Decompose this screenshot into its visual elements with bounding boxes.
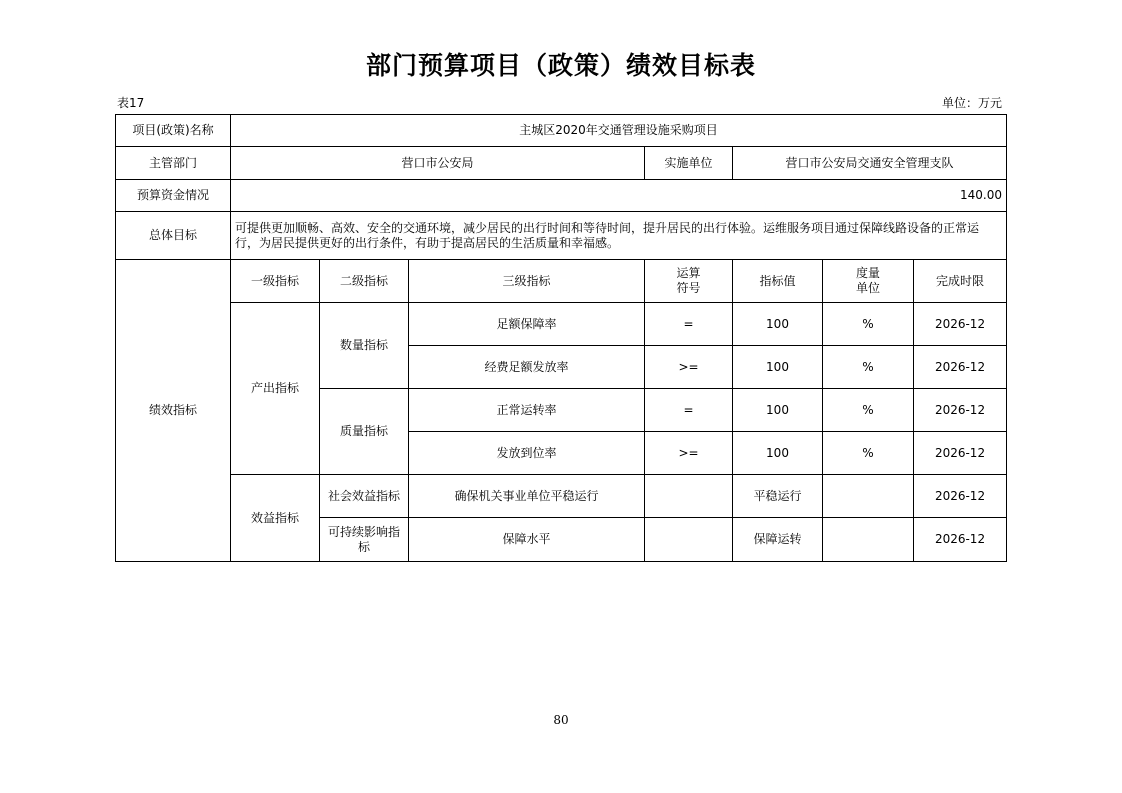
target-cell: 100 [733,346,823,389]
header-measure [823,260,914,303]
perf-label: 绩效指标 [116,260,231,562]
table-row [116,475,1007,518]
operator-cell: = [645,303,733,346]
header-operator-line1: 运算 [676,266,701,280]
deadline-cell: 2026-12 [914,389,1007,432]
operator-cell: = [645,389,733,432]
unit-cell [823,518,914,562]
level2-cell: 社会效益指标 [320,475,409,518]
quantity-indicator-label: 数量指标 [320,303,409,389]
target-cell: 保障运转 [733,518,823,562]
unit-label: 单位：万元 [941,96,1002,110]
dept-value: 营口市公安局 [231,147,645,180]
deadline-cell: 2026-12 [914,432,1007,475]
deadline-cell: 2026-12 [914,518,1007,562]
impl-unit-value: 营口市公安局交通安全管理支队 [733,147,1007,180]
level3-cell: 保障水平 [409,518,645,562]
budget-row [116,180,1007,212]
table-row [116,303,1007,346]
project-value: 主城区2020年交通管理设施采购项目 [231,115,1007,147]
goal-label: 总体目标 [116,212,231,260]
project-row [116,115,1007,147]
goal-row [116,212,1007,260]
unit-cell [823,475,914,518]
dept-label: 主管部门 [116,147,231,180]
header-operator-line2: 符号 [676,281,701,295]
level2-cell: 可持续影响指标 [320,518,409,562]
performance-target-table [115,114,1007,562]
benefit-indicator-label: 效益指标 [231,475,320,562]
target-cell: 100 [733,389,823,432]
page-number: 80 [553,713,569,727]
target-cell: 100 [733,432,823,475]
level3-cell: 经费足额发放率 [409,346,645,389]
level3-cell: 确保机关事业单位平稳运行 [409,475,645,518]
deadline-cell: 2026-12 [914,303,1007,346]
page-title: 部门预算项目（政策）绩效目标表 [365,51,756,80]
header-level3: 三级指标 [409,260,645,303]
target-cell: 平稳运行 [733,475,823,518]
header-level2: 二级指标 [320,260,409,303]
header-level1: 一级指标 [231,260,320,303]
table-number: 表17 [117,96,145,110]
project-label: 项目(政策)名称 [116,115,231,147]
unit-cell: % [823,432,914,475]
budget-value: 140.00 [231,180,1007,212]
header-measure-line2: 单位 [855,281,880,295]
department-row [116,147,1007,180]
operator-cell [645,475,733,518]
perf-header-row [116,260,1007,303]
unit-cell: % [823,303,914,346]
header-measure-line1: 度量 [855,266,880,280]
level3-cell: 正常运转率 [409,389,645,432]
header-target: 指标值 [733,260,823,303]
deadline-cell: 2026-12 [914,475,1007,518]
operator-cell [645,518,733,562]
header-operator [645,260,733,303]
goal-value: 可提供更加顺畅、高效、安全的交通环境，减少居民的出行时间和等待时间，提升居民的出行体验。运维服务项目通过保障线路设备的正常运行，为居民提供更好的出行条件，有助于提高居民的生活质量和幸福感。 [231,212,1007,260]
output-indicator-label: 产出指标 [231,303,320,475]
level3-cell: 足额保障率 [409,303,645,346]
budget-label: 预算资金情况 [116,180,231,212]
unit-cell: % [823,389,914,432]
impl-unit-label: 实施单位 [645,147,733,180]
operator-cell: >= [645,432,733,475]
deadline-cell: 2026-12 [914,346,1007,389]
target-cell: 100 [733,303,823,346]
operator-cell: >= [645,346,733,389]
quality-indicator-label: 质量指标 [320,389,409,475]
unit-cell: % [823,346,914,389]
header-deadline: 完成时限 [914,260,1007,303]
level3-cell: 发放到位率 [409,432,645,475]
